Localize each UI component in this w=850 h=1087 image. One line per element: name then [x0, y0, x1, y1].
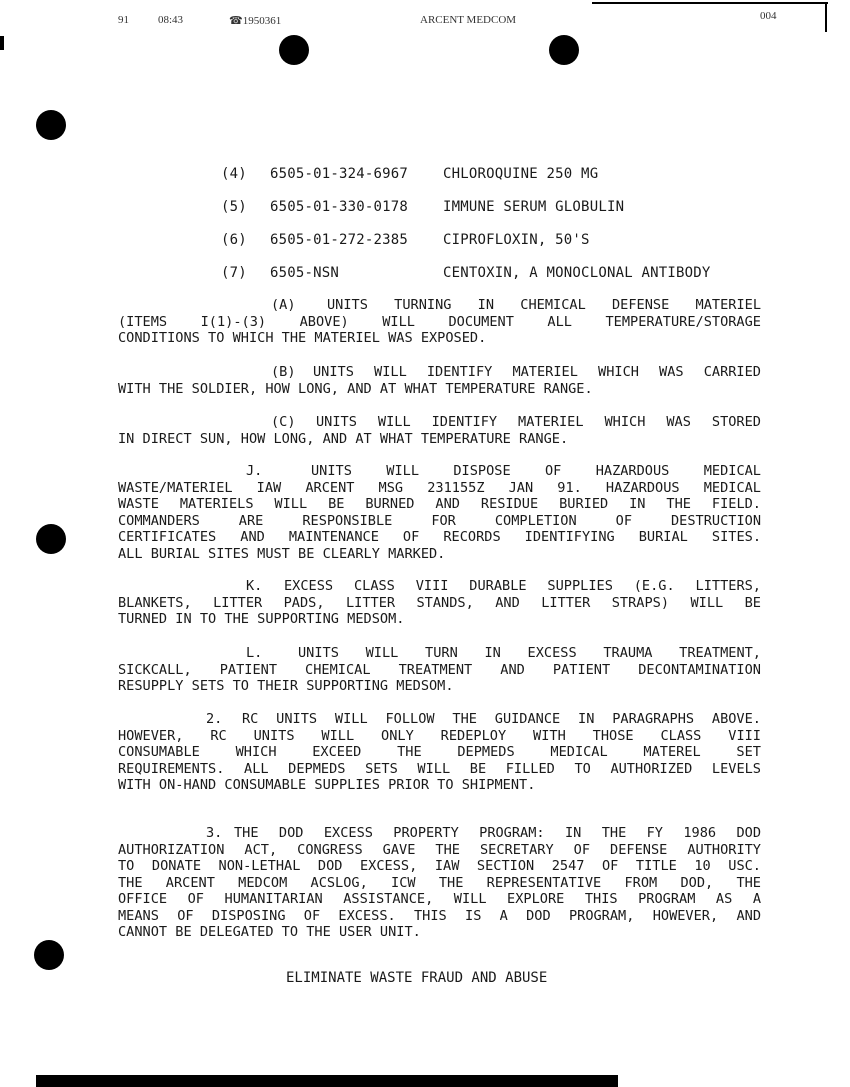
paragraph-line: CANNOT BE DELEGATED TO THE USER UNIT.	[118, 924, 421, 940]
fax-time: 08:43	[158, 14, 184, 26]
paragraph-label: K.	[246, 578, 263, 594]
item-description: CIPROFLOXIN, 50'S	[443, 232, 590, 248]
fax-date: 91	[118, 14, 129, 26]
paragraph-line: MEANS OF DISPOSING OF EXCESS. THIS IS A DOD PROGRAM, HOWEVER, AND	[118, 907, 761, 924]
item-number: (4)	[221, 166, 247, 182]
paragraph-line: UNITS TURNING IN CHEMICAL DEFENSE MATERIEL	[327, 297, 761, 313]
item-nsn: 6505-01-324-6967	[270, 166, 409, 182]
punch-hole	[549, 35, 579, 65]
paragraph-line: WASTE MATERIELS WILL BE BURNED AND RESIDUE BURIED IN THE FIELD.	[118, 496, 761, 512]
fax-page-number: 004	[760, 10, 777, 22]
paragraph-label: (A)	[271, 297, 296, 313]
paragraph-line: TO DONATE NON-LETHAL DOD EXCESS, IAW SECTION 2547 OF TITLE 10 USC.	[118, 858, 761, 874]
paragraph-line: UNITS WILL IDENTIFY MATERIEL WHICH WAS STORED	[316, 414, 761, 430]
paragraph-3	[118, 825, 761, 941]
paragraph-line: SICKCALL, PATIENT CHEMICAL TREATMENT AND PATIENT DECONTAMINATION	[118, 661, 761, 678]
paragraph-line: OFFICE OF HUMANITARIAN ASSISTANCE, WILL EXPLORE THIS PROGRAM AS A	[118, 891, 761, 907]
paragraph-k	[118, 578, 761, 628]
paragraph-c	[118, 414, 761, 447]
paragraph-l	[118, 645, 761, 695]
punch-hole	[36, 524, 66, 554]
paragraph-line: REQUIREMENTS. ALL DEPMEDS SETS WILL BE FILLED TO AUTHORIZED LEVELS	[118, 760, 761, 777]
paragraph-label: J.	[246, 463, 263, 479]
paragraph-j	[118, 463, 761, 562]
paragraph-b	[118, 364, 761, 397]
item-number: (5)	[221, 199, 247, 215]
item-description: CHLOROQUINE 250 MG	[443, 166, 599, 182]
item-nsn: 6505-NSN	[270, 265, 340, 281]
paragraph-line: UNITS WILL DISPOSE OF HAZARDOUS MEDICAL	[311, 463, 761, 479]
fax-number: ☎1950361	[229, 15, 282, 27]
paragraph-line: TURNED IN TO THE SUPPORTING MEDSOM.	[118, 611, 405, 627]
paragraph-line: AUTHORIZATION ACT, CONGRESS GAVE THE SECRETARY OF DEFENSE AUTHORITY	[118, 841, 761, 858]
paragraph-line: THE DOD EXCESS PROPERTY PROGRAM: IN THE FY 1986 DOD	[234, 825, 761, 841]
paragraph-label: 3.	[206, 825, 223, 841]
top-edge-line	[592, 2, 828, 4]
paragraph-label: (B)	[271, 364, 296, 380]
item-description: IMMUNE SERUM GLOBULIN	[443, 199, 625, 215]
paragraph-line: HOWEVER, RC UNITS WILL ONLY REDEPLOY WITH THOSE CLASS VIII	[118, 727, 761, 744]
paragraph-line: WITH ON-HAND CONSUMABLE SUPPLIES PRIOR TO SHIPMENT.	[118, 777, 536, 793]
paragraph-line: CONSUMABLE WHICH EXCEED THE DEPMEDS MEDICAL MATEREL SET	[118, 744, 761, 760]
bottom-scan-bar	[36, 1075, 618, 1087]
paragraph-2	[118, 711, 761, 794]
paragraph-line: RC UNITS WILL FOLLOW THE GUIDANCE IN PARAGRAPHS ABOVE.	[242, 711, 761, 727]
paragraph-line: IN DIRECT SUN, HOW LONG, AND AT WHAT TEMPERATURE RANGE.	[118, 430, 569, 447]
left-edge-mark	[0, 36, 4, 50]
paragraph-line: (ITEMS I(1)-(3) ABOVE) WILL DOCUMENT ALL TEMPERATURE/STORAGE	[118, 313, 761, 330]
paragraph-label: (C)	[271, 414, 296, 430]
paragraph-line: UNITS WILL TURN IN EXCESS TRAUMA TREATMENT,	[298, 645, 761, 661]
paragraph-line: BLANKETS, LITTER PADS, LITTER STANDS, AND LITTER STRAPS) WILL BE	[118, 594, 761, 611]
footer-slogan: ELIMINATE WASTE FRAUD AND ABUSE	[286, 970, 548, 986]
item-description: CENTOXIN, A MONOCLONAL ANTIBODY	[443, 265, 711, 281]
paragraph-line: THE ARCENT MEDCOM ACSLOG, ICW THE REPRESENTATIVE FROM DOD, THE	[118, 874, 761, 891]
paragraph-line: RESUPPLY SETS TO THEIR SUPPORTING MEDSOM.	[118, 678, 454, 694]
item-nsn: 6505-01-330-0178	[270, 199, 409, 215]
right-edge-line	[825, 2, 827, 32]
paragraph-line: ALL BURIAL SITES MUST BE CLEARLY MARKED.	[118, 545, 446, 562]
punch-hole	[34, 940, 64, 970]
paragraph-line: WITH THE SOLDIER, HOW LONG, AND AT WHAT TEMPERATURE RANGE.	[118, 380, 593, 397]
paragraph-line: CONDITIONS TO WHICH THE MATERIEL WAS EXPOSED.	[118, 330, 487, 346]
paragraph-label: L.	[246, 645, 263, 661]
paragraph-line: CERTIFICATES AND MAINTENANCE OF RECORDS IDENTIFYING BURIAL SITES.	[118, 529, 761, 545]
fax-sender: ARCENT MEDCOM	[420, 14, 517, 26]
paragraph-line: EXCESS CLASS VIII DURABLE SUPPLIES (E.G. LITTERS,	[284, 578, 761, 594]
paragraph-line: WASTE/MATERIEL IAW ARCENT MSG 231155Z JAN 91. HAZARDOUS MEDICAL	[118, 479, 761, 496]
punch-hole	[36, 110, 66, 140]
item-number: (7)	[221, 265, 247, 281]
paragraph-label: 2.	[206, 711, 223, 727]
paragraph-a	[118, 297, 761, 347]
punch-hole	[279, 35, 309, 65]
item-nsn: 6505-01-272-2385	[270, 232, 409, 248]
paragraph-line: COMMANDERS ARE RESPONSIBLE FOR COMPLETION OF DESTRUCTION	[118, 512, 761, 529]
paragraph-line: UNITS WILL IDENTIFY MATERIEL WHICH WAS CARRIED	[313, 364, 761, 380]
item-number: (6)	[221, 232, 247, 248]
